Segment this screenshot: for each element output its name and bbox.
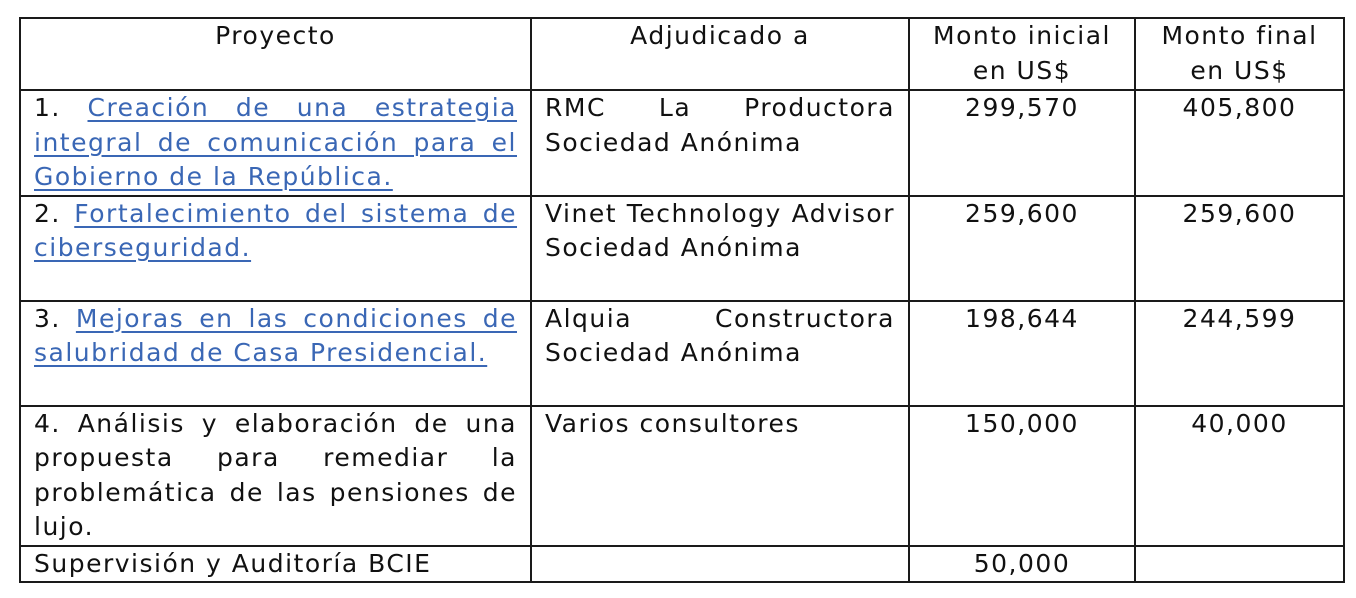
project-cell [20, 301, 531, 406]
final-amount-cell: 244,599 [1135, 301, 1344, 406]
table-row [20, 196, 1344, 301]
initial-amount-cell: 150,000 [909, 406, 1135, 546]
project-cell [20, 90, 531, 196]
awarded-cell: Vinet Technology Advisor Sociedad Anónima [531, 196, 909, 301]
project-link[interactable]: Creación de una estrategia integral de comunicación para el Gobierno de la República. [34, 93, 517, 191]
final-amount-cell: 405,800 [1135, 90, 1344, 196]
awarded-cell: RMC La Productora Sociedad Anónima [531, 90, 909, 196]
project-cell: Supervisión y Auditoría BCIE [20, 546, 531, 583]
final-amount-cell: 40,000 [1135, 406, 1344, 546]
header-initial-amount: Monto inicial en US$ [909, 18, 1135, 90]
awarded-cell [531, 546, 909, 583]
row-number: 1. [34, 93, 61, 122]
table-row [20, 406, 1344, 546]
projects-table [19, 17, 1345, 583]
row-number: 2. [34, 198, 61, 228]
header-awarded: Adjudicado a [531, 18, 909, 90]
row-number: 4. [34, 408, 61, 438]
row-number: 3. [34, 303, 61, 333]
table-row [20, 301, 1344, 406]
header-row [20, 18, 1344, 90]
initial-amount-cell: 259,600 [909, 196, 1135, 301]
project-link[interactable]: Fortalecimiento del sistema de ciberseguridad. [34, 198, 518, 262]
table-row [20, 546, 1344, 583]
final-amount-cell: 259,600 [1135, 196, 1344, 301]
project-cell [20, 196, 531, 301]
initial-amount-cell: 50,000 [909, 546, 1135, 583]
project-cell [20, 406, 531, 546]
awarded-cell: Varios consultores [531, 406, 909, 546]
header-final-amount: Monto final en US$ [1135, 18, 1344, 90]
awarded-cell: Alquia Constructora Sociedad Anónima [531, 301, 909, 406]
initial-amount-cell: 198,644 [909, 301, 1135, 406]
initial-amount-cell: 299,570 [909, 90, 1135, 196]
project-text: Análisis y elaboración de una propuesta para remediar la problemática de las pensiones de lujo. [34, 408, 517, 541]
table-row [20, 90, 1344, 196]
header-project: Proyecto [20, 18, 531, 90]
project-link[interactable]: Mejoras en las condiciones de salubridad de Casa Presidencial. [34, 303, 517, 367]
final-amount-cell [1135, 546, 1344, 583]
